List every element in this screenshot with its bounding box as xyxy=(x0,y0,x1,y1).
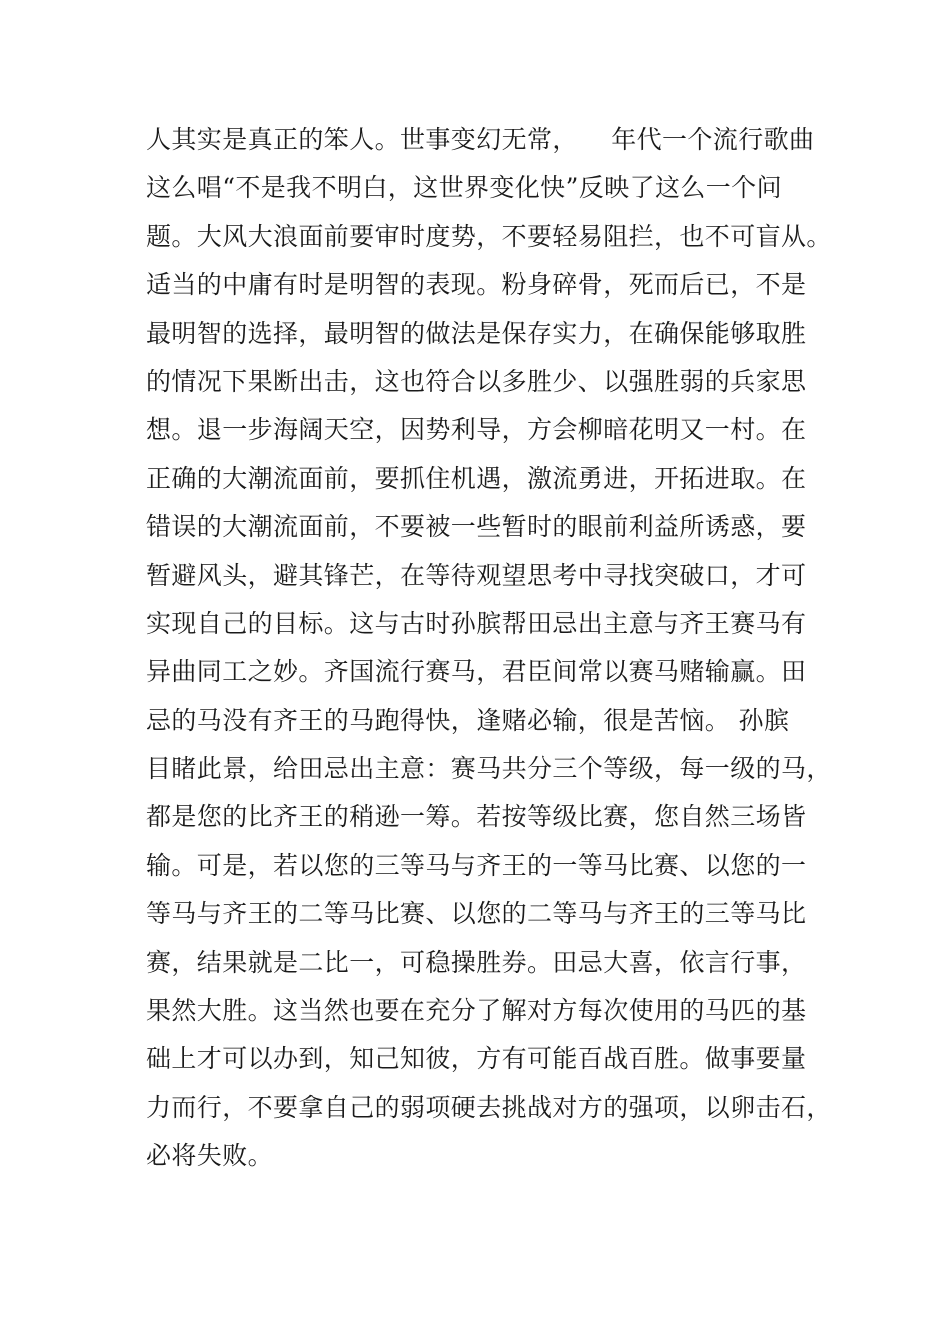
text-line: 目睹此景，给田忌出主意：赛马共分三个等级，每一级的马， xyxy=(146,754,832,784)
text-line: 忌的马没有齐王的马跑得快，逢赌必输，很是苦恼。 孙膑 xyxy=(146,705,790,735)
text-line: 必将失败。 xyxy=(146,1141,274,1171)
text-line: 实现自己的目标。这与古时孙膑帮田忌出主意与齐王赛马有 xyxy=(146,608,807,638)
text-line: 力而行，不要拿自己的弱项硬去挑战对方的强项，以卵击石， xyxy=(146,1092,832,1122)
text-line: 题。大风大浪面前要审时度势，不要轻易阻拦，也不可盲从。 xyxy=(146,221,832,251)
text-line: 都是您的比齐王的稍逊一筹。若按等级比赛，您自然三场皆 xyxy=(146,802,807,832)
text-line: 人其实是真正的笨人。世事变幻无常， 年代一个流行歌曲 xyxy=(146,125,815,154)
text-line: 异曲同工之妙。齐国流行赛马，君臣间常以赛马赌输赢。田 xyxy=(146,657,807,687)
body-text xyxy=(146,116,832,1181)
text-line: 错误的大潮流面前，不要被一些暂时的眼前利益所诱惑，要 xyxy=(146,512,807,542)
text-line: 最明智的选择，最明智的做法是保存实力，在确保能够取胜 xyxy=(146,318,807,348)
text-line: 础上才可以办到，知己知彼，方有可能百战百胜。做事要量 xyxy=(146,1044,807,1074)
text-line: 赛，结果就是二比一，可稳操胜券。田忌大喜，依言行事， xyxy=(146,947,807,977)
text-line: 的情况下果断出击，这也符合以多胜少、以强胜弱的兵家思 xyxy=(146,366,807,396)
text-line: 暂避风头，避其锋芒，在等待观望思考中寻找突破口，才可 xyxy=(146,560,807,590)
text-line: 输。可是，若以您的三等马与齐王的一等马比赛、以您的一 xyxy=(146,850,807,880)
text-line: 适当的中庸有时是明智的表现。粉身碎骨，死而后已，不是 xyxy=(146,270,807,300)
text-line: 正确的大潮流面前，要抓住机遇，激流勇进，开拓进取。在 xyxy=(146,463,807,493)
text-line: 等马与齐王的二等马比赛、以您的二等马与齐王的三等马比 xyxy=(146,899,807,929)
text-line: 这么唱“不是我不明白，这世界变化快”反映了这么一个问 xyxy=(146,173,782,203)
text-line: 想。退一步海阔天空，因势利导，方会柳暗花明又一村。在 xyxy=(146,415,807,445)
text-line: 果然大胜。这当然也要在充分了解对方每次使用的马匹的基 xyxy=(146,996,807,1026)
